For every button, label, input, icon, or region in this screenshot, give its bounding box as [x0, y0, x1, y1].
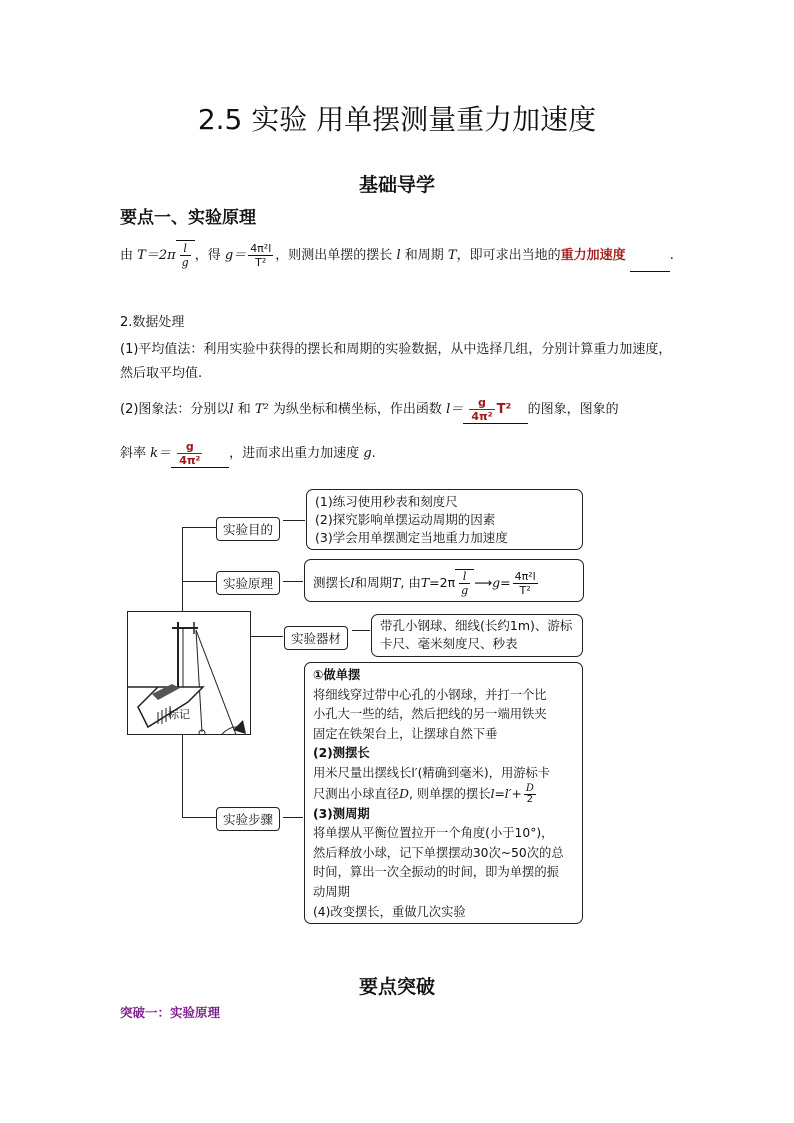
connector-equipment [251, 636, 283, 637]
mindmap-steps-label: 实验步骤 [216, 807, 280, 831]
mindmap-principle-box: 测摆长l和周期T, 由T=2π $\frac{l}{g}$ ⟶g= $\frac{\text{4π²l}}{\text{T²}}$ [304, 559, 584, 602]
connector-purpose-box [283, 520, 305, 521]
sqrt-fraction: $\frac{l}{g}$ [176, 240, 195, 271]
connector-equipment-box [352, 630, 370, 631]
graph-method-line1: (2)图象法：分别以l 和 T² 为纵坐标和横坐标，作出函数 l＝ $\frac{g}{\text{4π²}}$ T² 的图象，图象的 [120, 396, 619, 423]
breakthrough-1-heading: 突破一：实验原理 [120, 1005, 221, 1020]
connector-trunk-top [182, 527, 183, 611]
principle-paragraph: 由 T＝2π $\frac{l}{g}$ ，得 g＝ $\frac{\text{4π²l}}{\text{T²}}$ ，则测出单摆的摆长 l 和周期 T，即可求出当地的重力加速度 . [120, 240, 680, 272]
pendulum-diagram [127, 611, 251, 735]
mindmap-purpose-box: (1)练习使用秒表和刻度尺 (2)探究影响单摆运动周期的因素 (3)学会用单摆测定当地重力加速度 [306, 489, 583, 550]
point1-heading: 要点一、实验原理 [120, 208, 256, 228]
mindmap-principle-label: 实验原理 [216, 571, 280, 595]
diagram-mark-label: 标记 [168, 708, 190, 721]
section-heading-guide: 基础导学 [358, 174, 435, 196]
connector-steps [182, 817, 216, 818]
data-processing-heading: 2.数据处理 [120, 315, 185, 330]
connector-steps-box [283, 817, 303, 818]
connector-trunk-bottom [182, 735, 183, 817]
highlight-gravity: 重力加速度 [560, 248, 626, 263]
graph-method-line2: 斜率 k＝ $\frac{g}{\text{4π²}}$ ，进而求出重力加速度 g. [120, 440, 376, 467]
mindmap-equipment-box: 带孔小钢球、细线(长约1m)、游标 卡尺、毫米刻度尺、秒表 [371, 614, 583, 657]
average-method: (1)平均值法：利用实验中获得的摆长和周期的实验数据，从中选择几组，分别计算重力加速度，然后取平均值. [120, 342, 672, 381]
function-fraction: $\frac{g}{\text{4π²}}$ [471, 396, 493, 423]
g-fraction: $\frac{\text{4π²l}}{\text{T²}}$ [250, 242, 272, 269]
connector-principle [182, 581, 216, 582]
connector-purpose [182, 527, 216, 528]
section-heading-breakthrough: 要点突破 [358, 976, 435, 998]
mindmap-steps-box: ①做单摆 将细线穿过带中心孔的小钢球，并打一个比 小孔大一些的结，然后把线的另一端用铁夹 固定在铁架台上，让摆球自然下垂 (2)测摆长 用米尺量出摆线长l′(精确到毫米)，用游标卡 尺测出小球直径D, 则单摆的摆长l=l′+ $\frac{D}{2}$ (3)测周期 将单摆从平衡位置拉开一个角度(小于10°)， 然后释放小球，记下单摆摆动30次~50次的总 时间，算出一次全振动的时间，即为单摆的振 动周期 (4)改变摆长，重做几次实验 [304, 662, 583, 924]
arrow-icon: ⟶ [474, 575, 493, 590]
mindmap-purpose-label: 实验目的 [216, 517, 280, 541]
mindmap-equipment-label: 实验器材 [284, 626, 348, 650]
page-title: 2.5 实验 用单摆测量重力加速度 [197, 103, 597, 136]
connector-principle-box [283, 581, 303, 582]
slope-fraction: $\frac{g}{\text{4π²}}$ [179, 440, 201, 467]
